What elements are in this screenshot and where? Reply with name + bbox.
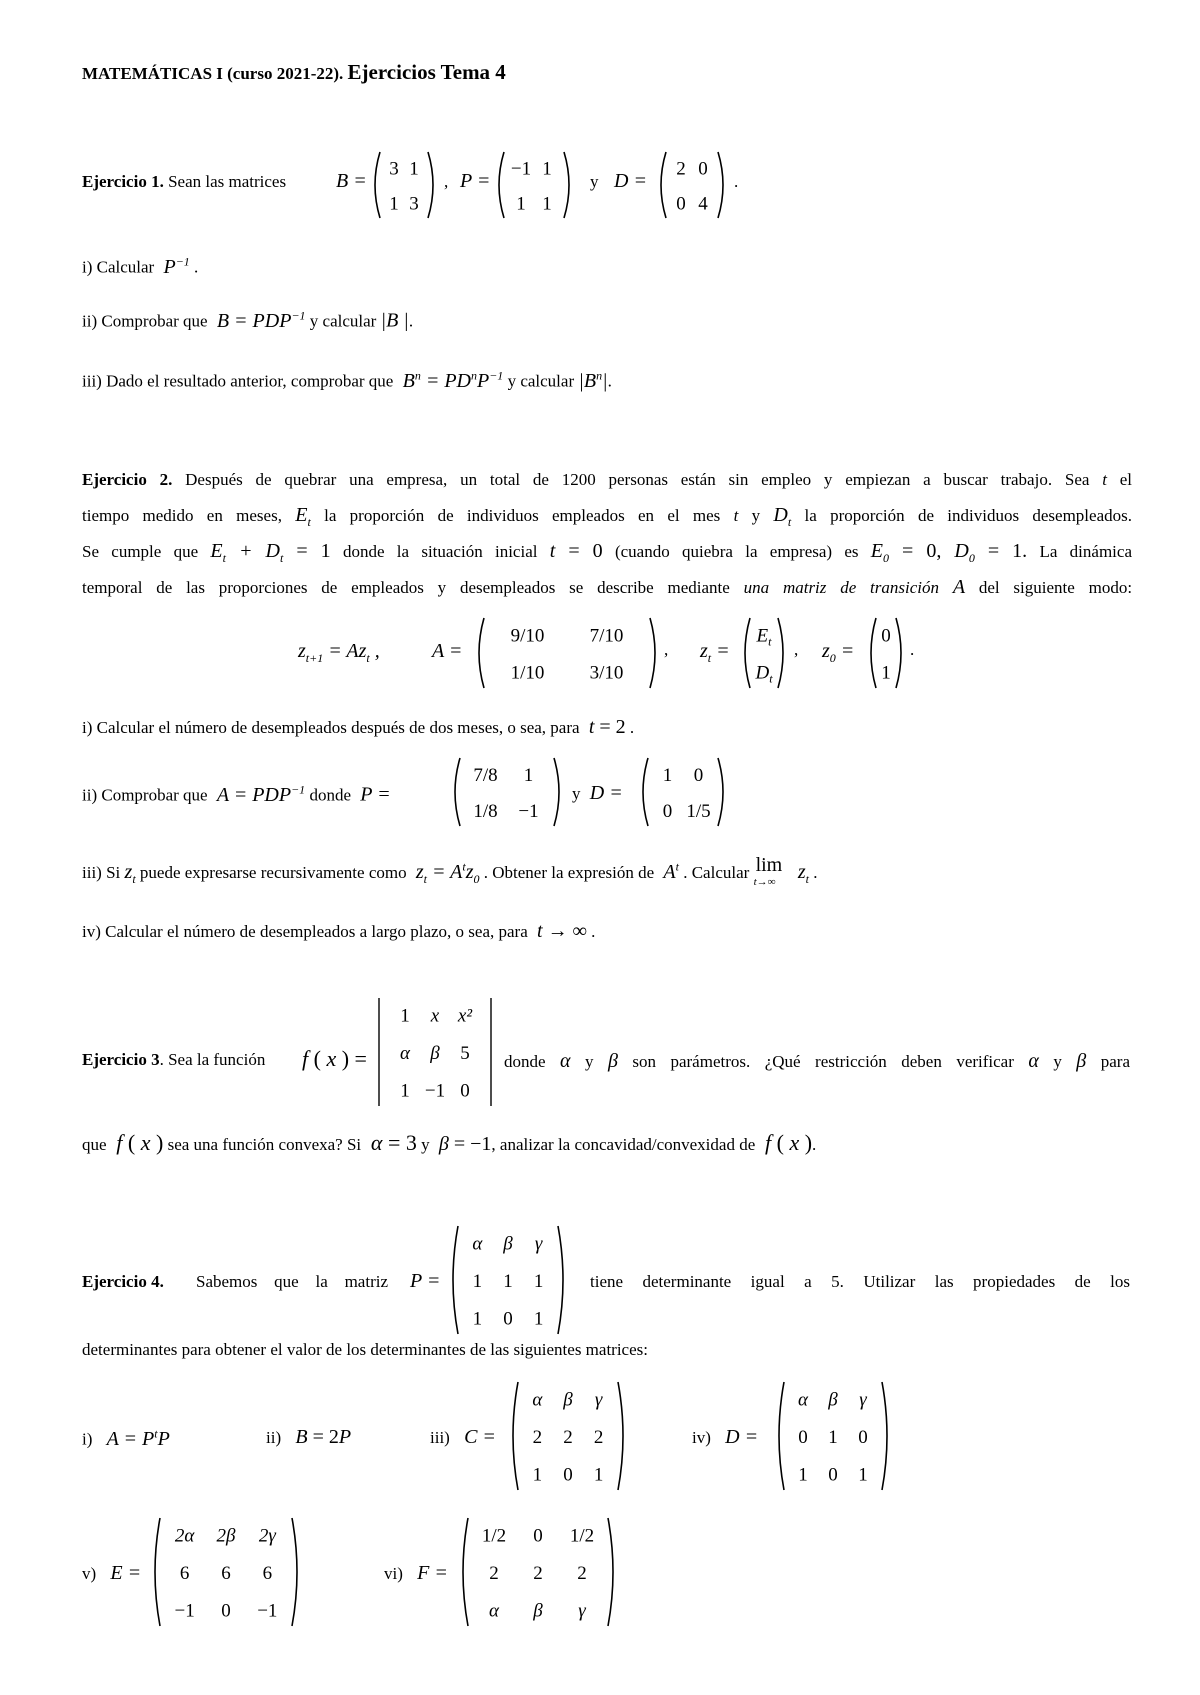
right-paren bbox=[554, 758, 559, 826]
right-paren bbox=[292, 1518, 297, 1626]
ej2-line2-c: y bbox=[751, 506, 761, 525]
matrix-entry: β bbox=[828, 1389, 838, 1411]
matrix-entry: α bbox=[798, 1389, 808, 1411]
matrix-entry: 7/8 bbox=[473, 765, 498, 786]
matrix-entry: 3 bbox=[409, 193, 419, 215]
ej2-init: $E_0 = 0$, $D_0 = 1$. bbox=[870, 540, 1028, 565]
ej4-item-i-label: i) bbox=[82, 1429, 93, 1449]
left-paren bbox=[643, 758, 648, 826]
matrix-entry: 1/5 bbox=[686, 801, 711, 822]
ej2-A-name bbox=[432, 640, 462, 663]
ej2-comma1: , bbox=[664, 640, 669, 659]
ej2-A-var: A bbox=[952, 576, 966, 598]
ej2-iii-At: $A^t$ bbox=[658, 859, 679, 883]
right-paren bbox=[650, 618, 655, 688]
ej4-item-v-label: v) bbox=[82, 1564, 97, 1583]
ej2-matrix-P bbox=[450, 756, 564, 833]
matrix-entry: 2 bbox=[489, 1563, 499, 1584]
matrix-entry: 0 bbox=[698, 158, 708, 180]
matrix-entry: 2 bbox=[533, 1563, 543, 1584]
page-title bbox=[82, 60, 506, 85]
ej4-matrix-P bbox=[448, 1224, 568, 1341]
ej4-matrix-C bbox=[508, 1380, 628, 1497]
matrix-entry: 2 bbox=[577, 1563, 587, 1584]
ej4-item-vi bbox=[384, 1562, 448, 1585]
matrix-entry: −1 bbox=[424, 1080, 446, 1102]
ej4-text-box bbox=[590, 1272, 1130, 1292]
ej2-comma2: , bbox=[794, 640, 799, 659]
matrix-entry: 2 bbox=[532, 1427, 543, 1448]
ej4-matrix-F bbox=[458, 1516, 618, 1633]
left-paren bbox=[455, 758, 460, 826]
matrix-entry: γ bbox=[534, 1233, 543, 1255]
right-paren bbox=[608, 1518, 613, 1626]
ej3-f-name bbox=[302, 1046, 367, 1072]
matrix-entry: 1/2 bbox=[481, 1525, 507, 1547]
right-paren bbox=[718, 758, 723, 826]
ej3-line2-b: sea una función convexa? Si bbox=[167, 1135, 362, 1154]
matrix-entry: 1/2 bbox=[569, 1525, 595, 1547]
matrix-entry: 0 bbox=[563, 1464, 573, 1486]
ej4-text: tiene determinante igual a 5. Utilizar las propiedades de los bbox=[590, 1272, 1130, 1291]
ej2-line3 bbox=[82, 540, 1132, 566]
matrix-entry: 1 bbox=[662, 765, 673, 786]
ej3-beta2: β bbox=[1076, 1050, 1087, 1072]
matrix-entry: 1 bbox=[389, 193, 399, 215]
ej1-comma: , bbox=[444, 172, 449, 191]
right-paren bbox=[778, 618, 783, 688]
matrix-entry: 0 bbox=[693, 765, 704, 786]
matrix-entry: α bbox=[472, 1233, 483, 1255]
matrix-entry: 6 bbox=[262, 1563, 273, 1584]
right-paren bbox=[718, 152, 723, 218]
right-paren bbox=[558, 1226, 563, 1334]
ej1-i: i) Calcular $P^{-1}$ . bbox=[82, 254, 199, 278]
ej3-intro bbox=[82, 1050, 265, 1070]
ej1-iii: iii) Dado el resultado anterior, comprobar que $B^n = PD^nP^{-1}$ y calcular $|B^n|$. bbox=[82, 368, 612, 392]
ej4-item-ii-math: B = 2P bbox=[285, 1426, 352, 1448]
matrix-entry: 2α bbox=[174, 1525, 195, 1547]
matrix-entry: 2 bbox=[563, 1427, 573, 1448]
matrix-entry: 1 bbox=[533, 1308, 544, 1330]
ej2-iii-lim: lim t→∞ bbox=[753, 854, 783, 888]
ej2-ii-text-c: y bbox=[572, 784, 581, 803]
ej2-sum-eq: $E_t + D_t = 1$ bbox=[210, 540, 331, 565]
ej2-line4 bbox=[82, 576, 1132, 599]
left-paren bbox=[779, 1382, 784, 1490]
ej3-label: Ejercicio 3 bbox=[82, 1050, 160, 1069]
matrix-entry: 0 bbox=[881, 625, 891, 647]
ej4-item-iv-D-label: D = bbox=[715, 1426, 759, 1448]
matrix-entry: 1 bbox=[533, 1271, 544, 1292]
ej3-alpha-val: α = 3 bbox=[365, 1130, 417, 1155]
ej2-ii-text-a: ii) Comprobar que bbox=[82, 785, 208, 805]
left-paren bbox=[871, 618, 876, 688]
ej4-P-label: P = bbox=[410, 1270, 441, 1292]
matrix-entry: α bbox=[400, 1043, 410, 1064]
matrix-entry: 2 bbox=[676, 158, 686, 180]
matrix-entry: 4 bbox=[698, 193, 708, 215]
ej1-iii-text-a: iii) Dado el resultado anterior, comprobar que bbox=[82, 371, 394, 391]
ej2-line4-a: temporal de las proporciones de empleados y desempleados se describe mediante bbox=[82, 578, 730, 597]
ej2-line3-b: donde la situación inicial bbox=[342, 542, 538, 561]
ej4-item-ii-label: ii) bbox=[266, 1428, 282, 1447]
matrix-entry: 1 bbox=[409, 158, 419, 180]
matrix-entry: β bbox=[563, 1389, 573, 1411]
ej1-matrix-D bbox=[656, 150, 728, 225]
matrix-svg bbox=[866, 616, 906, 690]
ej4-item-ii bbox=[266, 1426, 351, 1449]
ej2-line1 bbox=[82, 470, 1132, 490]
ej2-iii-text-d: . Calcular bbox=[683, 863, 750, 882]
matrix-entry: 0 bbox=[460, 1080, 470, 1102]
matrix-entry: 0 bbox=[676, 193, 686, 215]
matrix-svg bbox=[450, 756, 564, 828]
matrix-svg bbox=[656, 150, 728, 220]
matrix-entry: 9/10 bbox=[510, 625, 545, 647]
ej2-line3-c: (cuando quiebra la empresa) es bbox=[614, 542, 859, 561]
matrix-entry: 1 bbox=[542, 158, 552, 180]
ej1-P-label: P = bbox=[460, 170, 491, 192]
ej4-item-vi-F-label: F = bbox=[407, 1562, 448, 1584]
ej1-intro-text: Sean las matrices bbox=[168, 172, 287, 191]
ej2-line2-a: tiempo medido en meses, bbox=[82, 506, 282, 525]
matrix-entry: x bbox=[430, 1005, 440, 1027]
matrix-entry: −1 bbox=[518, 801, 539, 822]
ej1-P-name bbox=[460, 170, 490, 193]
matrix-entry: 1 bbox=[472, 1308, 483, 1330]
matrix-entry: 0 bbox=[828, 1464, 838, 1486]
matrix-svg bbox=[740, 616, 788, 690]
ej1-iii-det: $|B^n|$ bbox=[578, 368, 608, 392]
ej2-t-var2: t bbox=[733, 506, 739, 525]
ej2-iii-text-b: puede expresarse recursivamente como bbox=[139, 863, 407, 882]
ej4-item-iii-C-label: C = bbox=[454, 1426, 496, 1448]
left-paren bbox=[499, 152, 504, 218]
ej2-line1-text: Después de quebrar una empresa, un total de 1200 personas están sin empleo y empiezan a buscar trabajo. Sea bbox=[185, 470, 1090, 489]
ej1-B-name bbox=[336, 170, 367, 193]
ej1-ii-det: |B | bbox=[380, 309, 409, 332]
ej2-recursion bbox=[298, 640, 380, 666]
ej2-period: . bbox=[910, 640, 915, 659]
ej2-line4-c: del siguiente modo: bbox=[978, 578, 1133, 597]
matrix-svg bbox=[474, 616, 660, 690]
matrix-entry: $E_t$ bbox=[756, 625, 772, 649]
matrix-svg bbox=[638, 756, 728, 828]
ej1-iii-math: $B^n = PD^nP^{-1}$ bbox=[397, 368, 504, 392]
ej2-z0-label: $z_0$ = bbox=[822, 640, 855, 665]
ej4-item-iii bbox=[430, 1426, 496, 1449]
matrix-entry: 1/10 bbox=[510, 662, 545, 684]
matrix-entry: 1 bbox=[523, 765, 534, 786]
matrix-entry: 0 bbox=[662, 801, 673, 822]
matrix-entry: α bbox=[532, 1389, 543, 1411]
ej1-i-math: $P^{-1}$ bbox=[158, 254, 190, 278]
matrix-entry: 1/8 bbox=[473, 801, 498, 822]
ej1-D-label: D = bbox=[614, 170, 647, 192]
matrix-entry: 6 bbox=[221, 1563, 231, 1584]
ej3-fx1: f ( x ) bbox=[110, 1130, 164, 1155]
ej2-i-math: t = 2 bbox=[583, 716, 626, 738]
ej3-beta-val: β = −1 bbox=[433, 1133, 492, 1155]
ej1-iii-text-b: y calcular bbox=[507, 371, 575, 391]
ej2-iii-zt2: $z_t$ bbox=[797, 861, 809, 886]
matrix-entry: 1 bbox=[593, 1464, 604, 1486]
ej2-iii: iii) Si $z_t$ puede expresarse recursivamente como $z_t = A^tz_0$ . Obtener la expresión de $A^t$ . Calcular lim t→∞ $z_t$ . bbox=[82, 854, 818, 888]
ej2-Dt: $D_t$ bbox=[773, 504, 792, 529]
matrix-entry: 2γ bbox=[258, 1525, 276, 1547]
left-paren bbox=[453, 1226, 458, 1334]
ej4-line2 bbox=[82, 1340, 648, 1360]
ej2-line2 bbox=[82, 504, 1132, 530]
right-paren bbox=[896, 618, 901, 688]
matrix-entry: γ bbox=[578, 1600, 586, 1622]
matrix-svg bbox=[448, 1224, 568, 1336]
ej2-iii-math: $z_t = A^tz_0$ bbox=[410, 859, 480, 886]
ej2-ii-text-b: donde bbox=[309, 785, 351, 805]
ej3-mid5: para bbox=[1100, 1052, 1130, 1071]
ej3-mid2: y bbox=[584, 1052, 594, 1071]
ej2-zt-name bbox=[700, 640, 730, 666]
ej1-B-label: B = bbox=[336, 170, 367, 192]
left-paren bbox=[513, 1382, 518, 1490]
matrix-entry: 0 bbox=[798, 1427, 808, 1448]
ej4-P-name bbox=[410, 1270, 440, 1293]
ej3-line2-a: que bbox=[82, 1135, 107, 1154]
ej2-A-label: A = bbox=[432, 640, 463, 662]
matrix-entry: 1 bbox=[881, 662, 891, 684]
matrix-entry: γ bbox=[859, 1389, 867, 1411]
ej4-item-vi-label: vi) bbox=[384, 1564, 403, 1583]
ej1-matrix-P bbox=[494, 150, 574, 225]
matrix-svg bbox=[774, 1380, 892, 1492]
ej2-vector-z0 bbox=[866, 616, 906, 695]
matrix-entry: −1 bbox=[174, 1600, 195, 1622]
ej1-D-name bbox=[614, 170, 647, 193]
left-paren bbox=[155, 1518, 160, 1626]
ej4-item-i-math: $A = P^tP$ bbox=[96, 1426, 170, 1450]
left-paren bbox=[661, 152, 666, 218]
ej2-z0-name bbox=[822, 640, 854, 666]
right-paren bbox=[882, 1382, 887, 1490]
matrix-entry: $D_t$ bbox=[755, 662, 773, 686]
ej1-intro bbox=[82, 172, 286, 192]
ej2-vector-zt bbox=[740, 616, 788, 695]
matrix-entry: 1 bbox=[828, 1427, 838, 1448]
matrix-entry: 7/10 bbox=[589, 625, 624, 647]
ej4-intro bbox=[82, 1272, 164, 1292]
matrix-entry: −1 bbox=[257, 1600, 278, 1622]
ej2-ii-P-label: P = bbox=[355, 783, 391, 806]
matrix-entry: 1 bbox=[400, 1080, 410, 1102]
ej1-period: . bbox=[734, 172, 739, 191]
ej2-iv-math: t → ∞ bbox=[532, 920, 587, 942]
ej1-ii-text-b: y calcular bbox=[309, 311, 377, 331]
ej2-ii-D-label: D = bbox=[584, 782, 623, 804]
ej3-line2-d: , analizar la concavidad/convexidad de bbox=[491, 1135, 756, 1154]
ej4-intro-text: Sabemos que la matriz bbox=[196, 1272, 388, 1291]
ej2-t0: t = 0 bbox=[549, 540, 603, 562]
matrix-entry: 1 bbox=[532, 1464, 543, 1486]
ej1-label: Ejercicio 1. bbox=[82, 172, 164, 191]
ej2-zt-label: $z_t$ = bbox=[700, 640, 730, 665]
left-paren bbox=[745, 618, 750, 688]
left-paren bbox=[463, 1518, 468, 1626]
ej2-ii-y bbox=[572, 782, 623, 805]
matrix-svg bbox=[458, 1516, 618, 1628]
ej4-item-iii-label: iii) bbox=[430, 1428, 450, 1447]
ej2-i: i) Calcular el número de desempleados después de dos meses, o sea, para t = 2 . bbox=[82, 716, 635, 738]
ej2-t-var: t bbox=[1102, 470, 1107, 489]
ej4-item-v-E-label: E = bbox=[100, 1562, 142, 1584]
ej2-i-text: i) Calcular el número de desempleados después de dos meses, o sea, para bbox=[82, 718, 580, 737]
matrix-entry: 1 bbox=[858, 1464, 868, 1486]
ej3-line2-c: y bbox=[421, 1135, 430, 1154]
ej4-item-iv-label: iv) bbox=[692, 1428, 711, 1447]
matrix-svg bbox=[376, 996, 494, 1108]
ej3-mid-text: donde bbox=[504, 1052, 546, 1071]
ej4-item-iv bbox=[692, 1426, 758, 1449]
matrix-entry: 0 bbox=[533, 1525, 543, 1547]
ej3-alpha2: α bbox=[1028, 1050, 1039, 1072]
ej2-matrix-A bbox=[474, 616, 660, 695]
ej3-fx2: f ( x ) bbox=[759, 1130, 813, 1155]
matrix-entry: 5 bbox=[460, 1043, 470, 1064]
ej2-recursion-math: $z_{t+1} = Az_t$ , bbox=[298, 640, 380, 665]
ej1-i-text: i) Calcular bbox=[82, 257, 155, 277]
matrix-entry: 2 bbox=[593, 1427, 604, 1448]
ej2-ii bbox=[82, 782, 391, 807]
topic-title: Ejercicios Tema 4 bbox=[347, 60, 506, 84]
matrix-svg bbox=[370, 150, 438, 220]
ej2-iv: iv) Calcular el número de desempleados a largo plazo, o sea, para t → ∞ . bbox=[82, 920, 596, 942]
matrix-entry: 3/10 bbox=[589, 662, 624, 684]
ej2-iii-text-a: iii) Si bbox=[82, 863, 121, 882]
ej3-mid bbox=[504, 1050, 1130, 1073]
ej4-intro-text-box bbox=[196, 1272, 388, 1292]
ej4-line2-text: determinantes para obtener el valor de los determinantes de las siguientes matrices: bbox=[82, 1340, 648, 1359]
matrix-entry: 2β bbox=[216, 1525, 236, 1547]
matrix-entry: 1 bbox=[798, 1464, 808, 1486]
ej3-intro-text: . Sea la función bbox=[159, 1050, 266, 1069]
matrix-entry: 0 bbox=[858, 1427, 868, 1448]
ej1-ii-math: $B = PDP^{-1}$ bbox=[211, 308, 306, 332]
ej2-iii-text-c: . Obtener la expresión de bbox=[483, 863, 655, 882]
matrix-svg bbox=[508, 1380, 628, 1492]
right-paren bbox=[618, 1382, 623, 1490]
matrix-entry: 0 bbox=[503, 1308, 513, 1330]
ej3-line2: que f ( x ) sea una función convexa? Si α = 3 y β = −1, analizar la concavidad/convexidad de f ( x ). bbox=[82, 1130, 817, 1155]
matrix-entry: −1 bbox=[510, 158, 532, 180]
ej3-alpha: α bbox=[560, 1050, 571, 1072]
matrix-entry: 3 bbox=[389, 158, 399, 180]
ej2-line3-d: La dinámica bbox=[1039, 542, 1132, 561]
matrix-entry: γ bbox=[594, 1389, 603, 1411]
matrix-entry: 1 bbox=[400, 1005, 410, 1027]
matrix-entry: β bbox=[533, 1600, 543, 1622]
ej4-matrix-E bbox=[150, 1516, 302, 1633]
matrix-entry: 1 bbox=[516, 193, 526, 215]
ej4-label: Ejercicio 4. bbox=[82, 1272, 164, 1291]
matrix-entry: β bbox=[430, 1043, 440, 1064]
ej3-f-label: f ( x ) = bbox=[302, 1046, 367, 1071]
left-paren bbox=[375, 152, 380, 218]
right-paren bbox=[564, 152, 569, 218]
ej2-ii-math: $A = PDP^{-1}$ bbox=[211, 782, 306, 806]
ej1-ii: ii) Comprobar que $B = PDP^{-1}$ y calcular |B |. bbox=[82, 308, 414, 332]
ej1-y-text: y bbox=[590, 172, 599, 191]
ej4-matrix-D bbox=[774, 1380, 892, 1497]
ej4-item-i bbox=[82, 1426, 170, 1451]
matrix-entry: 1 bbox=[542, 193, 552, 215]
left-paren bbox=[479, 618, 484, 688]
ej4-item-v bbox=[82, 1562, 141, 1585]
matrix-entry: x² bbox=[457, 1005, 473, 1027]
matrix-svg bbox=[150, 1516, 302, 1628]
ej2-Et: $E_t$ bbox=[295, 504, 311, 529]
ej2-matrix-D bbox=[638, 756, 728, 833]
matrix-entry: 6 bbox=[179, 1563, 190, 1584]
right-paren bbox=[428, 152, 433, 218]
matrix-entry: 1 bbox=[472, 1271, 483, 1292]
ej1-ii-text-a: ii) Comprobar que bbox=[82, 311, 208, 331]
ej2-line2-d: la proporción de individuos desempleados. bbox=[804, 506, 1132, 525]
matrix-svg bbox=[494, 150, 574, 220]
ej2-line2-b: la proporción de individuos empleados en el mes bbox=[324, 506, 721, 525]
ej2-iv-text: iv) Calcular el número de desempleados a largo plazo, o sea, para bbox=[82, 922, 528, 941]
matrix-entry: 1 bbox=[503, 1271, 513, 1292]
ej2-line1-end: el bbox=[1119, 470, 1133, 489]
matrix-entry: α bbox=[489, 1600, 499, 1622]
ej2-label: Ejercicio 2. bbox=[82, 470, 173, 489]
matrix-entry: 0 bbox=[221, 1600, 231, 1622]
matrix-entry: β bbox=[503, 1233, 513, 1255]
ej3-mid4: y bbox=[1053, 1052, 1062, 1071]
ej2-line4-b: una matriz de transición bbox=[743, 578, 939, 597]
ej2-iii-zt: $z_t$ bbox=[124, 861, 136, 886]
ej1-y bbox=[590, 172, 599, 192]
ej1-matrix-B bbox=[370, 150, 438, 225]
ej3-beta: β bbox=[607, 1050, 618, 1072]
course-title: MATEMÁTICAS I (curso 2021-22). bbox=[82, 64, 344, 83]
ej2-line3-a: Se cumple que bbox=[82, 542, 199, 561]
ej3-mid3: son parámetros. ¿Qué restricción deben verificar bbox=[632, 1052, 1014, 1071]
ej3-determinant-f bbox=[376, 996, 494, 1113]
